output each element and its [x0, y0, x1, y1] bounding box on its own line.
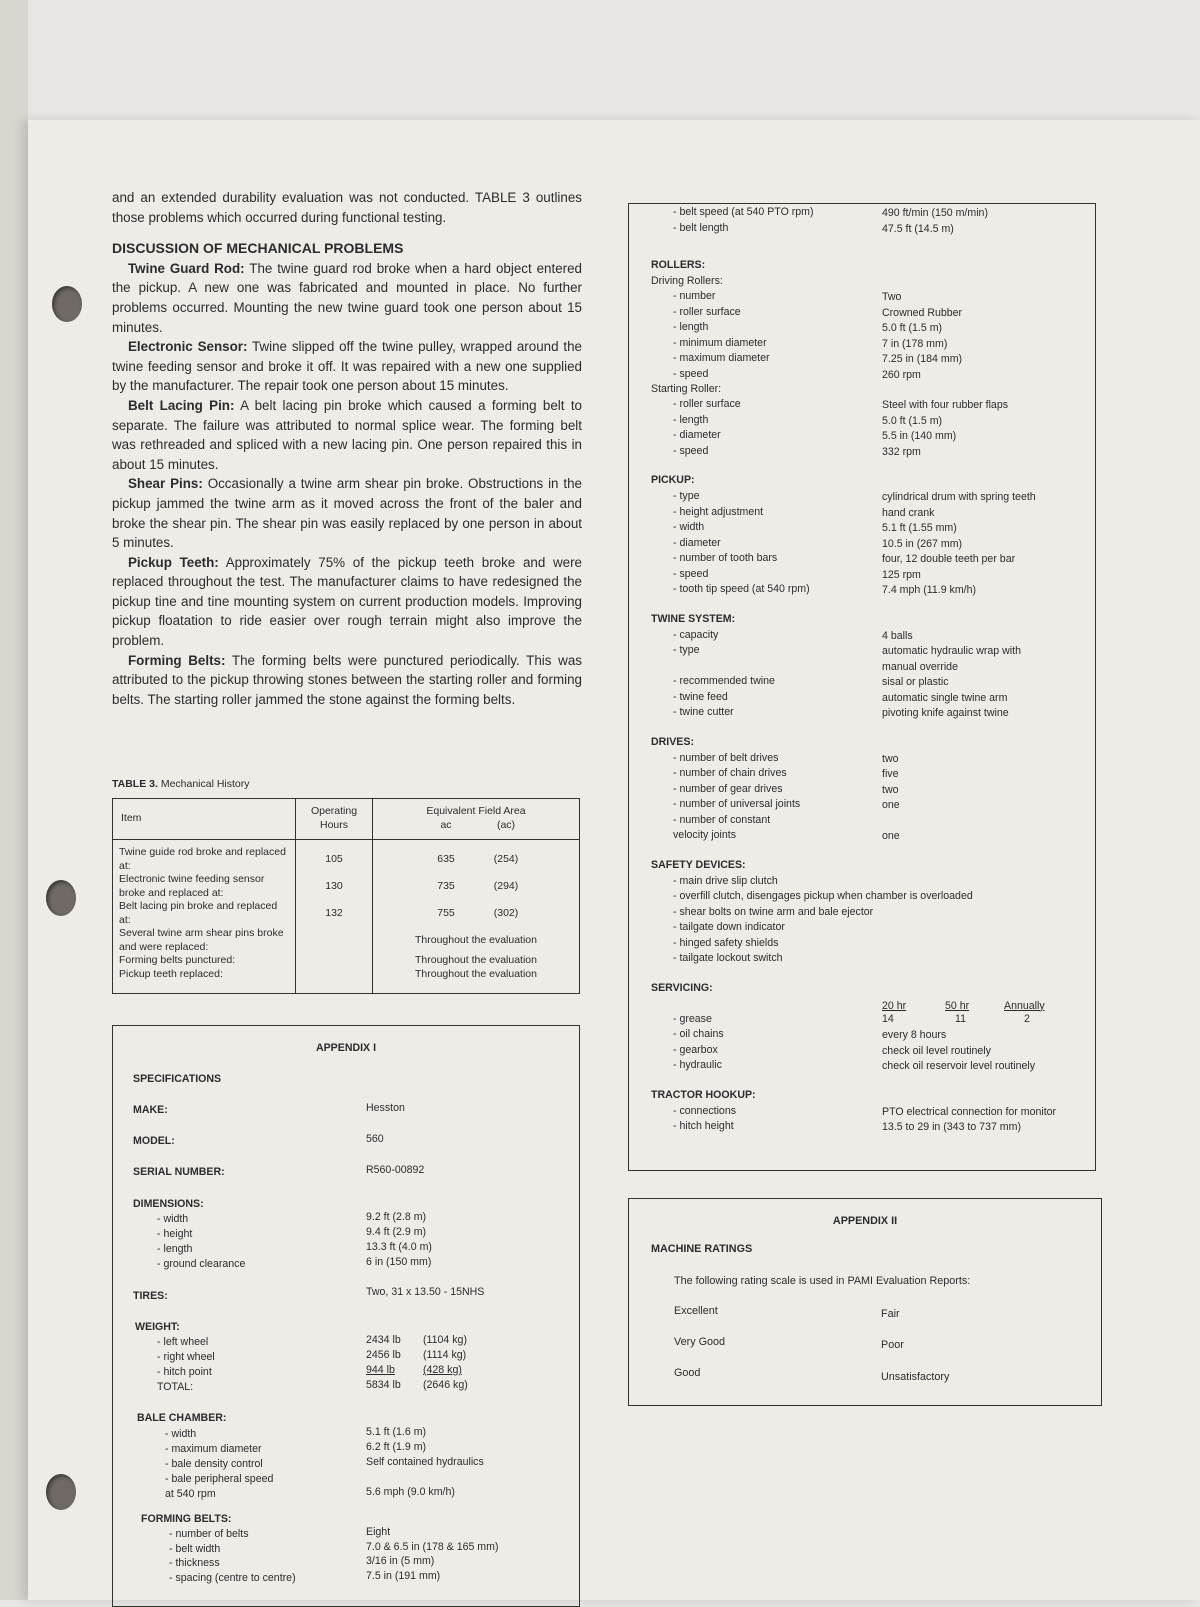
table-cell-area: Throughout the evaluation: [414, 967, 537, 980]
problem-paragraph: Twine Guard Rod: The twine guard rod broke when a hard object entered the pickup. A new one was fabricated and mounted in place. No further problems occurred. Mounting the new twine guard took one person about 15 minutes.: [112, 260, 582, 335]
spec-value: 7.5 in (191 mm): [366, 1569, 441, 1582]
spec-label: - left wheel: [157, 1336, 209, 1348]
spec-value: Eight: [366, 1526, 391, 1538]
spec-label: - bale peripheral speed: [165, 1473, 274, 1485]
spec-label: - length: [157, 1243, 193, 1255]
table-cell-area: Throughout the evaluation: [414, 934, 537, 947]
spec-label: at 540 rpm: [165, 1488, 216, 1500]
table-cell-hours: [302, 968, 366, 982]
spec-label: - height: [157, 1228, 193, 1240]
table-cell-hours: 130: [325, 880, 343, 893]
table-cell-hours: [302, 954, 366, 968]
spec-label: - bale density control: [165, 1458, 263, 1470]
tires-label: TIRES:: [133, 1290, 168, 1302]
spec-label: - gearbox: [673, 1043, 718, 1056]
problem-title: Twine Guard Rod:: [128, 260, 245, 276]
area-ha: (302): [493, 907, 519, 920]
spec-label: - width: [673, 521, 705, 533]
problem-title: Forming Belts:: [128, 652, 226, 668]
table-cell-item: Pickup teeth replaced:: [119, 967, 223, 980]
spec-label: TOTAL:: [157, 1381, 194, 1393]
left-column-text: [112, 188, 582, 709]
spec-metric: (1114 kg): [423, 1349, 467, 1361]
spec-value: 7.0 & 6.5 in (178 & 165 mm): [366, 1540, 499, 1553]
punch-hole: [46, 1474, 76, 1510]
servicing-interval-header: Annually: [1004, 999, 1045, 1012]
spec-value: Steel with four rubber flaps: [882, 399, 1009, 411]
spec-label: - width: [165, 1428, 197, 1440]
table-cell-hours: [302, 927, 366, 954]
table-cell-item: Forming belts punctured:: [119, 954, 236, 967]
spec-label: - number of belts: [169, 1528, 249, 1540]
servicing-interval-header: 50 hr: [945, 999, 970, 1012]
spec-label: - hitch point: [157, 1366, 212, 1378]
spec-value: 944 lb: [366, 1364, 395, 1376]
spec-value: check oil reservoir level routinely: [882, 1060, 1036, 1072]
spec-value: two: [882, 783, 899, 796]
mechanical-history-table: [112, 798, 580, 994]
area-ac: 755: [437, 907, 455, 920]
table-cell-hours: 105: [325, 853, 343, 866]
spec-value: 10.5 in (267 mm): [882, 537, 963, 550]
safety-item: - overfill clutch, disengages pickup when chamber is overloaded: [673, 890, 973, 902]
spec-label: - speed: [673, 567, 709, 580]
item-cells: [113, 840, 296, 994]
spec-label: - thickness: [169, 1557, 220, 1569]
spec-metric: (2646 kg): [423, 1379, 468, 1391]
spec-label: - speed: [673, 367, 709, 380]
problem-title: Electronic Sensor:: [128, 339, 248, 355]
spec-value: 9.2 ft (2.8 m): [366, 1211, 427, 1223]
ratings-intro: The following rating scale is used in PAMI Evaluation Reports:: [674, 1275, 971, 1287]
tires-value: Two, 31 x 13.50 - 15NHS: [366, 1286, 485, 1298]
spec-value: 5.1 ft (1.6 m): [366, 1426, 427, 1438]
spec-label: - type: [673, 644, 700, 656]
area-stack: [379, 846, 573, 981]
safety-item: - tailgate down indicator: [673, 921, 785, 933]
section-label: DRIVES:: [651, 735, 694, 748]
spec-label: - tooth tip speed (at 540 rpm): [673, 583, 810, 595]
table-cell-hours: 132: [325, 907, 343, 920]
safety-item: - hinged safety shields: [673, 936, 779, 949]
spec-value: 5.5 in (140 mm): [882, 430, 957, 442]
appendix-i-title: APPENDIX I: [315, 1042, 377, 1054]
spec-label: - grease: [673, 1012, 712, 1025]
specs-heading: SPECIFICATIONS: [133, 1073, 222, 1085]
safety-item: - tailgate lockout switch: [673, 952, 783, 964]
spec-label: - number: [673, 290, 716, 302]
make-value: Hesston: [366, 1102, 405, 1114]
spec-label: - number of tooth bars: [673, 552, 778, 564]
spec-value: automatic hydraulic wrap with: [882, 645, 1021, 657]
spec-label: - number of constant: [673, 813, 771, 826]
table-cell-area: [379, 900, 573, 927]
problem-paragraph: Forming Belts: The forming belts were punctured periodically. This was attributed to the pickup throwing stones between the starting roller and forming belts. The starting roller jammed the stone against the forming belts.: [112, 652, 582, 707]
spec-value: five: [882, 768, 899, 780]
area-cells: [373, 840, 580, 994]
table-cell-item: Electronic twine feeding sensor broke and replaced at:: [119, 873, 265, 899]
spec-value: cylindrical drum with spring teeth: [882, 491, 1036, 503]
spec-label: - diameter: [673, 536, 721, 549]
spec-value: manual override: [882, 660, 958, 673]
spec-value: hand crank: [882, 506, 935, 519]
spec-value: four, 12 double teeth per bar: [882, 553, 1016, 565]
spec-label: - maximum diameter: [165, 1443, 262, 1455]
subsection-label: Starting Roller:: [651, 383, 722, 395]
weight-label: WEIGHT:: [135, 1321, 180, 1333]
spec-label: - number of gear drives: [673, 782, 783, 795]
spec-label: - roller surface: [673, 398, 741, 410]
spec-value: 5834 lb: [366, 1379, 401, 1391]
spec-label: - height adjustment: [673, 505, 764, 518]
area-ac: 735: [437, 880, 455, 893]
problem-paragraph: Belt Lacing Pin: A belt lacing pin broke which caused a forming belt to separate. The failure was attributed to normal splice wear. The forming belt was rethreaded and spliced with a new lacing pin. One person repaired this in about 15 minutes.: [112, 397, 582, 472]
problem-paragraphs: [112, 259, 582, 710]
rating-unsatisfactory: Unsatisfactory: [881, 1371, 950, 1383]
spec-label: - oil chains: [673, 1028, 724, 1040]
area-ha: (254): [493, 853, 519, 866]
dimensions-label: DIMENSIONS:: [133, 1198, 204, 1210]
spec-value: check oil level routinely: [882, 1044, 991, 1057]
rating-very-good: Very Good: [674, 1336, 726, 1348]
spec-label: - capacity: [673, 628, 719, 641]
col-header-item: Item: [113, 799, 296, 840]
grease-50hr: 11: [955, 1012, 966, 1025]
specifications-continued-box: [628, 203, 1096, 1171]
machine-ratings-heading: MACHINE RATINGS: [651, 1243, 753, 1255]
spec-value: 47.5 ft (14.5 m): [882, 222, 954, 235]
spec-label: - spacing (centre to centre): [169, 1571, 296, 1584]
section-label: SAFETY DEVICES:: [651, 858, 746, 871]
spec-value: 260 rpm: [882, 368, 921, 381]
spec-value: 9.4 ft (2.9 m): [366, 1226, 427, 1238]
spec-label: - belt speed (at 540 PTO rpm): [673, 206, 814, 218]
spec-value: 5.0 ft (1.5 m): [882, 322, 943, 334]
make-label: MAKE:: [133, 1104, 168, 1116]
spec-label: - type: [673, 490, 700, 502]
rating-fair: Fair: [881, 1308, 900, 1320]
area-ac: 635: [437, 853, 455, 866]
spec-label: velocity joints: [673, 829, 736, 841]
rating-excellent: Excellent: [674, 1305, 718, 1317]
appendix-i-box: [112, 1025, 580, 1607]
section-label: SERVICING:: [651, 981, 713, 994]
intro-paragraph: and an extended durability evaluation was not conducted. TABLE 3 outlines those problems which occurred during functional testing.: [112, 190, 582, 225]
spec-value: 3/16 in (5 mm): [366, 1555, 435, 1567]
spec-value: 5.0 ft (1.5 m): [882, 414, 943, 427]
spec-label: - right wheel: [157, 1351, 215, 1363]
spec-label: - diameter: [673, 429, 721, 441]
spec-value: pivoting knife against twine: [882, 707, 1009, 719]
spec-value: automatic single twine arm: [882, 691, 1008, 704]
binder-edge: [0, 0, 28, 1600]
section-label: TWINE SYSTEM:: [651, 612, 736, 625]
rating-good: Good: [674, 1367, 701, 1379]
table-cell-area: Throughout the evaluation: [414, 954, 537, 967]
spec-label: - number of chain drives: [673, 767, 787, 779]
spec-value: 5.6 mph (9.0 km/h): [366, 1486, 455, 1498]
model-label: MODEL:: [133, 1135, 175, 1147]
safety-item: - main drive slip clutch: [673, 874, 778, 887]
spec-value: every 8 hours: [882, 1029, 947, 1041]
spec-value: Self contained hydraulics: [366, 1456, 484, 1468]
spec-label: - minimum diameter: [673, 336, 767, 349]
spec-label: - ground clearance: [157, 1258, 246, 1270]
spec-label: - twine cutter: [673, 706, 734, 718]
serial-value: R560-00892: [366, 1164, 425, 1176]
spec-value: 125 rpm: [882, 568, 921, 581]
spec-label: - number of belt drives: [673, 751, 779, 764]
spec-label: - belt width: [169, 1542, 221, 1555]
spec-value: 7.4 mph (11.9 km/h): [882, 584, 977, 596]
section-label: TRACTOR HOOKUP:: [651, 1088, 756, 1101]
spec-value: 7.25 in (184 mm): [882, 353, 963, 365]
table-caption: TABLE 3. Mechanical History: [112, 778, 250, 790]
spec-label: - connections: [673, 1104, 737, 1117]
spec-value: Crowned Rubber: [882, 306, 963, 319]
item-stack: [119, 846, 289, 981]
appendix-ii-title: APPENDIX II: [832, 1215, 898, 1227]
safety-item: - shear bolts on twine arm and bale ejector: [673, 905, 874, 918]
section-label: ROLLERS:: [651, 259, 706, 271]
spec-value: two: [882, 752, 899, 765]
spec-value: 5.1 ft (1.55 mm): [882, 522, 957, 534]
spec-value: 13.5 to 29 in (343 to 737 mm): [882, 1121, 1021, 1133]
spec-value: Two: [882, 291, 902, 303]
problem-paragraph: Electronic Sensor: Twine slipped off the twine pulley, wrapped around the twine feeding sensor and broke it off. It was repaired with a new one supplied by the manufacturer. The repair took one person about 15 minutes.: [112, 339, 582, 394]
spec-value: sisal or plastic: [882, 676, 949, 688]
spec-label: - hydraulic: [673, 1059, 722, 1071]
spec-metric: (428 kg): [423, 1364, 462, 1376]
table-cell-item: Several twine arm shear pins broke and were replaced:: [119, 927, 284, 953]
spec-label: - recommended twine: [673, 675, 775, 687]
spec-value: 490 ft/min (150 m/min): [882, 207, 988, 219]
problem-title: Shear Pins:: [128, 476, 203, 492]
problem-paragraph: Shear Pins: Occasionally a twine arm shear pin broke. Obstructions in the pickup jammed the twine arm as it moved across the front of the baler and broke the shear pin. The shear pin was easily replaced by one person in about 5 minutes.: [112, 476, 582, 551]
col-header-area: Equivalent Field Area ac (ac): [373, 799, 580, 840]
spec-value: 2456 lb: [366, 1349, 401, 1361]
spec-label: - hitch height: [673, 1120, 734, 1132]
punch-hole: [52, 286, 82, 322]
forming-belts-label: FORMING BELTS:: [141, 1513, 232, 1525]
spec-value: 7 in (178 mm): [882, 337, 948, 350]
hours-cells: [296, 840, 373, 994]
col-header-hours: Operating Hours: [296, 799, 373, 840]
spec-label: - roller surface: [673, 305, 741, 318]
spec-value: 6.2 ft (1.9 m): [366, 1441, 427, 1453]
spec-value: 13.3 ft (4.0 m): [366, 1241, 432, 1253]
subsection-label: Driving Rollers:: [651, 275, 723, 287]
grease-20hr: 14: [882, 1012, 894, 1025]
model-value: 560: [366, 1133, 384, 1145]
grease-annually: 2: [1024, 1012, 1030, 1025]
spec-label: - width: [157, 1213, 189, 1225]
punch-hole: [46, 880, 76, 916]
spec-metric: (1104 kg): [423, 1334, 467, 1346]
spec-label: - length: [673, 321, 709, 333]
rating-poor: Poor: [881, 1339, 904, 1351]
spec-value: one: [882, 830, 900, 842]
spec-label: - twine feed: [673, 690, 728, 703]
spec-label: - speed: [673, 444, 709, 457]
spec-label: - length: [673, 413, 709, 426]
bale-chamber-label: BALE CHAMBER:: [137, 1412, 227, 1424]
spec-value: 4 balls: [882, 629, 913, 642]
spec-label: - belt length: [673, 221, 729, 234]
problem-title: Pickup Teeth:: [128, 554, 219, 570]
spec-value: 2434 lb: [366, 1334, 401, 1346]
hours-stack: [302, 846, 366, 981]
table-cell-item: Twine guide rod broke and replaced at:: [119, 846, 286, 872]
servicing-interval-header: 20 hr: [882, 999, 907, 1012]
spec-label: - maximum diameter: [673, 352, 770, 364]
spec-label: - number of universal joints: [673, 798, 801, 810]
table-cell-item: Belt lacing pin broke and replaced at:: [119, 900, 278, 926]
section-label: PICKUP:: [651, 474, 695, 486]
spec-value: one: [882, 799, 900, 811]
spec-value: 6 in (150 mm): [366, 1256, 432, 1268]
serial-label: SERIAL NUMBER:: [133, 1166, 225, 1178]
problem-title: Belt Lacing Pin:: [128, 397, 235, 413]
spec-value: PTO electrical connection for monitor: [882, 1105, 1057, 1118]
table-cell-area: [379, 873, 573, 900]
appendix-ii-box: [628, 1198, 1102, 1406]
spec-value: 332 rpm: [882, 445, 921, 458]
area-ha: (294): [493, 880, 519, 893]
table-cell-area: [379, 846, 573, 873]
problem-paragraph: Pickup Teeth: Approximately 75% of the pickup teeth broke and were replaced throughout the test. The manufacturer claims to have redesigned the pickup tine and tine mounting system on current production models. Improving pickup floatation to ride easier over rough terrain might also improve the problem.: [112, 554, 582, 649]
section-heading: DISCUSSION OF MECHANICAL PROBLEMS: [112, 240, 404, 257]
